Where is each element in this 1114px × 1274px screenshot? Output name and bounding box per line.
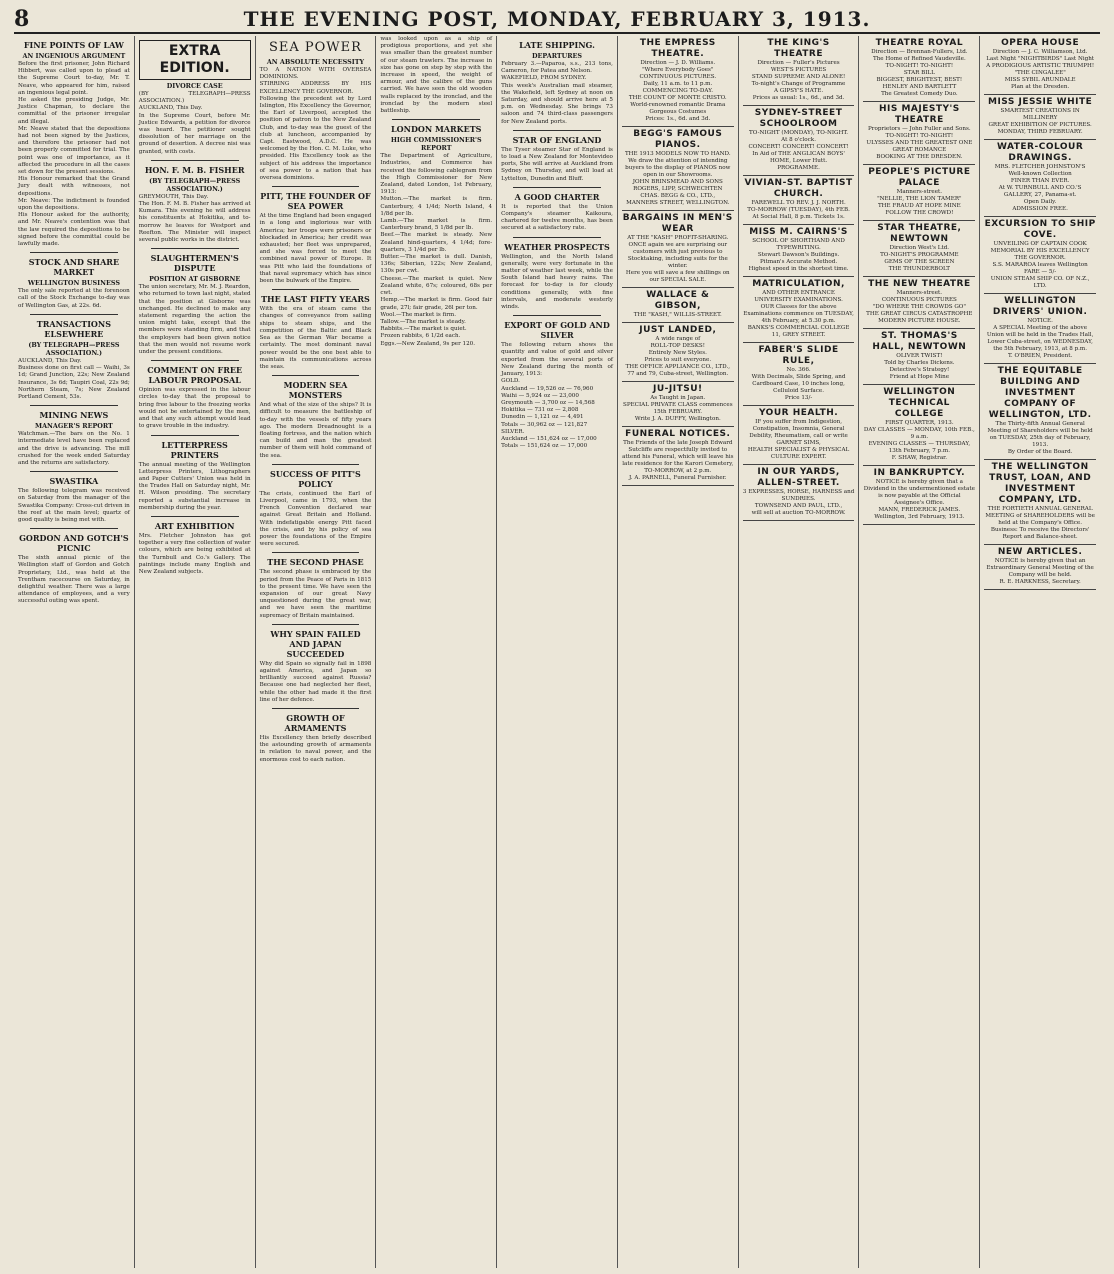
article-divider (272, 624, 360, 625)
article-divider (151, 360, 239, 361)
article-body: was looked upon as a ship of prodigious proportions, and yet she was smaller than the greatest number of our steam trawlers. The increase in size has gone on step by step with the increase in speed, the weight of armour, and the calibre of the guns carried. We have seen the old wooden walls replaced by the ironclad, and the ironclad by the modern steel battleship. (380, 36, 494, 115)
advertisement-body: NOTICE. A SPECIAL Meeting of the above Union will be held in the Trades Hall, Lower Cuba-street, on WEDNESDAY, the 5th February, 1913, at 8 p.m. T. O'BRIEN, President. (986, 318, 1094, 359)
advertisement-body: TO-NIGHT (MONDAY), TO-NIGHT. At 8 o'clock. CONCERT! CONCERT! CONCERT! In Aid of THE ANGLICAN BOYS' HOME, Lower Hutt. PROGRAMME. (748, 130, 849, 171)
article-divider (151, 435, 239, 436)
advertisement-title: WELLINGTON DRIVERS' UNION. (992, 296, 1088, 317)
advertisement-title: THEATRE ROYAL (875, 38, 964, 48)
advertisement (622, 211, 734, 288)
article-heading: PITT, THE FOUNDER OF SEA POWER (260, 191, 371, 212)
article-heading: LATE SHIPPING. (519, 40, 595, 50)
advertisement-body: A wide range of ROLL-TOP DESKS! Entirely New Styles. Prices to suit everyone. THE OFFICE APPLIANCE CO., LTD., 77 and 79, Cuba-street, Wellington. (625, 336, 731, 377)
article (260, 629, 372, 709)
advertisement-title: NEW ARTICLES. (997, 547, 1083, 557)
article (18, 319, 130, 406)
advertisement-body: NOTICE is hereby given that an Extraordinary General Meeting of the Company will be held. R. E. HARKNESS, Secretary. (986, 558, 1094, 585)
article-body: The crisis, continued the Earl of Liverpool, came in 1793, when the French Convention declared war against Great Britain and Holland. With indefatigable energy Pitt faced the crisis, and by his policy of sea power the foundations of the Empire were secured. (259, 490, 374, 548)
article-subheading: MANAGER'S REPORT (35, 422, 113, 431)
article-divider (272, 289, 360, 290)
article-body: Opinion was expressed in the labour circles to-day that the proposal to bring free labour to the freezing works would not be entertained by the men, and that any such attempt would lead to grave trouble in the industry. (138, 387, 253, 430)
advertisement-body: No. 366. With Decimals, Slide Spring, and Cardboard Case, 10 inches long, Celluloid Surface. Price 13/- (751, 367, 846, 401)
advertisement-title: IN OUR YARDS, ALLEN-STREET. (757, 467, 840, 488)
advertisement (743, 465, 855, 521)
advertisement-title: STAR THEATRE, NEWTOWN (877, 223, 962, 244)
article (18, 476, 130, 529)
article-heading: STOCK AND SHARE MARKET (28, 257, 120, 278)
article (260, 380, 372, 465)
advertisement-body: SMARTEST CREATIONS IN MILLINERY GREAT EXHIBITION OF PICTURES. MONDAY, THIRD FEBRUARY. (988, 108, 1092, 135)
advertisement-body: OLIVER TWIST! Told by Charles Dickens. Detective's Strategy! Friend at Hope Mine (884, 353, 955, 380)
advertisement-title: MISS JESSIE WHITE (988, 97, 1093, 107)
advertisement-title: HIS MAJESTY'S THEATRE (878, 104, 960, 125)
article-body: And what of the size of the ships? It is difficult to measure the battleship of to-day with the vessels of fifty years ago. The modern Dreadnought is a floating fortress, and the nation which can build and man the greatest number of them will hold command of the sea. (259, 402, 374, 459)
article-heading: SEA POWER (268, 40, 362, 55)
article-body: AUCKLAND, This Day. Business done on first call — Waihi, 3s 1d; Grand Junction, 22s; New Zealand Insurance, 3s 6d; Taupiri Coal, 22s 9d; Northern Steam, 7s; New Zealand Portland Cement, 53s. (18, 357, 130, 400)
advertisement-body: Direction — Fuller's Pictures WEST'S PICTURES STAND SUPREME AND ALONE! To-night's Change of Programme A GIPSY'S HATE. Prices as usual: 1s., 6d., and 3d. (751, 60, 846, 101)
article-divider (30, 405, 118, 406)
article (260, 40, 372, 187)
advertisement-title: FUNERAL NOTICES. (625, 429, 731, 439)
article-divider (272, 375, 360, 376)
advertisement-title: OPERA HOUSE (1001, 38, 1080, 48)
advertisement-body: The Thirty-fifth Annual General Meeting of Shareholders will be held on TUESDAY, 25th day of February, 1913. By Order of the Board. (987, 421, 1093, 455)
article (139, 365, 251, 435)
article-heading: FINE POINTS OF LAW (23, 40, 124, 50)
advertisement-body: MRS. FLETCHER JOHNSTON'S Well-known Collection FINER THAN EVER. At W. TURNBULL AND CO.'S GALLERY, 27, Panama-st. Open Daily. ADMISSION FREE. (994, 164, 1086, 212)
article-divider (272, 186, 360, 187)
article-body: The following return shows the quantity and value of gold and silver exported from the several ports of New Zealand during the month of January, 1913: GOLD. Auckland — 19,526 oz — 76,960 Waihi — 5,924 oz — 23,000 Greymouth — 3,700 oz — 14,568 Hokitika — 731 oz — 2,808 Dunedin — 1,121 oz — 4,491 Totals — 30,962 oz — 121,827 SILVER. Auckland — 151,624 oz — 17,000 Totals — 151,624 oz — 17,000 (501, 342, 613, 450)
article (501, 192, 613, 238)
advertisement-body: 3 EXPRESSES, HORSE, HARNESS and SUNDRIES. TOWNSEND AND PAUL, LTD., will sell at auction TO-MORROW. (742, 489, 855, 516)
article (139, 440, 251, 517)
article-body: With the era of steam came the changes of conveyance from sailing ships to steam ships, and the competition of the Baltic and Black Sea as the German War became a certainty. The most dominant naval power would be the one best able to maintain its communications across the seas. (259, 306, 374, 370)
advertisement (863, 329, 975, 385)
advertisement (863, 165, 975, 221)
advertisement-body: THE 1913 MODELS NOW TO HAND. We draw the attention of intending buyers to the display of PIANOS now open in our Showrooms. JOHN BRINSMEAD AND SONS ROGERS, LIPP, SCHWECHTEN CHAS. BEGG & CO., LTD., MANNERS STREET, WELLINGTON. (624, 151, 731, 206)
advertisement-body: Direction — J. D. Williams. "Where Everybody Goes" CONTINUOUS PICTURES. Daily, 11 a.m. to 11 p.m. COMMENCING TO-DAY. THE COUNT OF MONTE CRISTO. World-renowned romantic Drama Gorgeous Costumes Prices: 1s., 6d. and 3d. (628, 60, 727, 122)
column-7 (739, 36, 860, 1268)
advertisement-body: Manners-street. "NELLIE, THE LION TAMER" THE FRAUD AT HOPE MINE FOLLOW THE CROWD! (877, 189, 962, 216)
advertisement (743, 277, 855, 343)
article (139, 165, 251, 249)
article-heading: MINING NEWS (39, 410, 109, 421)
article-heading: STAR OF ENGLAND (512, 134, 602, 145)
advertisement-title: ST. THOMAS'S HALL, NEWTOWN (872, 331, 967, 352)
advertisement-title: JU-JITSU! (652, 384, 703, 394)
article (139, 521, 251, 576)
article-body: The Department of Agriculture, Industries, and Commerce has received the following cablegram from the High Commissioner for New Zealand, dated London, 1st February, 1913: Mutton.—The market is firm. Canterbury, 4 1/4d; North Island, 4 1/8d per lb. Lamb.—The market is firm. Canterbury brand, 5 1/8d per lb. Beef.—The market is steady. New Zealand hind-quarters, 4 1/4d; fore-quarters, 3 1/4d per lb. Butter.—The market is dull. Danish, 136s; Siberian, 122s; New Zealand, 130s per cwt. Cheese.—The market is quiet. New Zealand white, 67s; coloured, 68s per cwt. Hemp.—The market is firm. Good fair grade, 27l; fair grade, 26l per ton. Wool.—The market is firm. Tallow.—The market is steady. Rabbits.—The market is quiet. Frozen rabbits, 6 1/2d each. Eggs.—New Zealand, 9s per 120. (380, 153, 493, 347)
article-body: At the time England had been engaged in a long and inglorious war with America; her troops were prisoners or blockaded in America; her credit was exhausted; her fleet was unprepared, and she was forced to meet the combined naval power of Europe. It was Pitt who laid the foundations of that naval supremacy which has since been the bulwark of the Empire. (259, 213, 374, 285)
article (380, 36, 492, 120)
advertisement (743, 36, 855, 106)
article (501, 320, 613, 450)
article-divider (513, 187, 601, 188)
article (501, 40, 613, 131)
article-divider (392, 119, 480, 120)
article-divider (30, 528, 118, 529)
article (18, 40, 130, 253)
article-heading: ART EXHIBITION (154, 520, 235, 531)
advertisement (984, 364, 1096, 460)
article-heading: HON. F. M. B. FISHER (144, 164, 245, 175)
advertisement-body: Direction — J. C. Williamson, Ltd. Last Night "NIGHTBIRDS" Last Night A PRODIGIOUS ARTISTIC TRIUMPH! "THE CINGALEE" MISS SYBIL ARUNDALE Plan at the Dresden. (986, 49, 1095, 90)
page-number: 8 (14, 6, 30, 32)
advertisement-title: YOUR HEALTH. (758, 408, 839, 418)
article-heading: WHY SPAIN FAILED AND JAPAN SUCCEEDED (270, 628, 361, 659)
article-body: Wellington, and the North Island generally, were very fortunate in the matter of weather last week, while the South Island had heavy rains. The forecast for to-day is for cloudy conditions generally, with fine intervals, and moderate westerly winds. (501, 253, 615, 311)
advertisement-body: FIRST QUARTER, 1913. DAY CLASSES — MONDAY, 10th FEB., 9 a.m. EVENING CLASSES — THURSDAY, 13th February, 7 p.m. F. SHAW, Registrar. (863, 420, 975, 461)
advertisement-title: THE NEW THEATRE (868, 279, 971, 289)
advertisement-body: Proprietors — John Fuller and Sons. TO-NIGHT! TO-NIGHT! ULYSSES AND THE GREATEST ONE GREAT ROMANCE BOOKING AT THE DRESDEN. (866, 126, 973, 160)
article-divider (30, 314, 118, 315)
article-body: TO A NATION WITH OVERSEA DOMINIONS. STIRRING ADDRESS BY HIS EXCELLENCY THE GOVERNOR. Following the precedent set by Lord Islington, His Excellency the Governor, the Earl of Liverpool, accepted the position of patron to the New Zealand Club, and to-day was the guest of the club at luncheon, accompanied by Capt. Eastwood, A.D.C. He was welcomed by the Hon. C. M. Luke, who presided. His Excellency took as the subject of his address the importance of sea power to a nation that has oversea dominions. (259, 67, 372, 182)
column-3 (256, 36, 377, 1268)
article-divider (513, 237, 601, 238)
article (260, 469, 372, 554)
article-subheading: WELLINGTON BUSINESS (27, 279, 120, 288)
advertisement-title: THE KING'S THEATRE (767, 38, 830, 59)
article (260, 191, 372, 290)
advertisement-body: FAREWELL TO REV. J. J. NORTH. TO-MORROW (TUESDAY), 4th FEB. At Social Hall, 8 p.m. Tickets 1s. (747, 200, 850, 220)
advertisement-body: UNVEILING OF CAPTAIN COOK MEMORIAL BY HIS EXCELLENCY THE GOVERNOR. S.S. MARAROA leaves Wellington FARE — 5/- UNION STEAM SHIP CO. OF N.Z., LTD. (990, 241, 1090, 289)
advertisement (622, 36, 734, 127)
article-heading: GORDON AND GOTCH'S PICNIC (19, 533, 129, 554)
article-body: It is reported that the Union Company's steamer Kaikoura, chartered for twelve months, has been secured at a satisfactory rate. (501, 203, 615, 232)
article-heading: THE SECOND PHASE (267, 557, 364, 568)
article-heading: SWASTIKA (49, 476, 99, 487)
advertisement-title: MISS M. CAIRNS'S (749, 227, 848, 237)
advertisement (863, 277, 975, 329)
article-body: Mrs. Fletcher Johnston has got together a very fine collection of water colours, which are being exhibited at the Turnbull and Co.'s Gallery. The paintings include many English and New Zealand subjects. (138, 532, 253, 575)
advertisement-title: EXCURSION TO SHIP COVE. (984, 219, 1096, 240)
advertisement-body: NOTICE is hereby given that a Dividend in the undermentioned estate is now payable at the Official Assignee's Office. MANN, FREDERICK JAMES. Wellington, 3rd February, 1913. (863, 479, 975, 520)
article-body: The annual meeting of the Wellington Letterpress Printers, Lithographers and Paper Cutters' Union was held in the Trades Hall on Saturday night, Mr. H. Wilson presiding. The secretary reported a substantial increase in membership during the year. (138, 461, 253, 511)
column-8 (859, 36, 980, 1268)
column-2 (135, 36, 256, 1268)
advertisement-title: BEGG'S FAMOUS PIANOS. (633, 129, 723, 150)
advertisement (984, 217, 1096, 294)
article-subheading: DEPARTURES (531, 52, 583, 60)
article (18, 533, 130, 605)
column-6 (618, 36, 739, 1268)
advertisement (622, 323, 734, 382)
article (501, 242, 613, 317)
column-9 (980, 36, 1100, 1268)
article (18, 410, 130, 472)
article-heading: THE LAST FIFTY YEARS (261, 294, 370, 305)
article-divider (272, 708, 360, 709)
article-body: The Tyser steamer Star of England is to load a New Zealand for Montevideo ports, She will arrive at Auckland from Sydney on Thursday, and will load at Lyttelton, Dunedin and Bluff. (501, 146, 615, 182)
advertisement-title: WATER-COLOUR DRAWINGS. (996, 142, 1084, 163)
advertisement (863, 36, 975, 102)
newspaper-title: THE EVENING POST, MONDAY, FEBRUARY 3, 1913. (243, 7, 871, 31)
advertisement (863, 221, 975, 277)
advertisement (984, 294, 1096, 364)
advertisement-body: Manners-street. CONTINUOUS PICTURES "DO WHERE THE CROWDS GO" THE GREAT CIRCUS CATASTROPHE MODERN PICTURE HOUSE. (866, 290, 973, 324)
article-heading: A GOOD CHARTER (514, 191, 600, 202)
advertisement (743, 406, 855, 465)
article-heading: GROWTH OF ARMAMENTS (284, 713, 347, 733)
advertisement (622, 127, 734, 211)
article-body: The second phase is embraced by the period from the Peace of Paris in 1815 to the present time. We have seen the expansion of our great Navy unquestioned during the great war, and we have seen the maritime supremacy of Britain maintained. (259, 569, 374, 619)
advertisement-body: The Friends of the late Joseph Edward Sutcliffe are respectfully invited to attend his Funeral, which will leave his late residence for the Karori Cemetery, TO-MORROW, at 2 p.m. J. A. PARNELL, Funeral Furnisher. (622, 440, 734, 481)
article-body: Why did Spain so signally fail in 1898 against America, and Japan so brilliantly succeed against Russia? Because one had neglected her fleet, while the other had made it the first line of her defence. (259, 660, 374, 703)
advertisement-title: SYDNEY-STREET SCHOOLROOM (754, 108, 843, 129)
article-subheading: (BY TELEGRAPH—PRESS ASSOCIATION.) (149, 176, 241, 193)
article-body: The following telegram was received on Saturday from the manager of the Swastika Company: Cross-cut driven in the reef at the main level; quartz of good quality is being met with. (18, 488, 132, 523)
masthead (14, 6, 1100, 34)
article-body: Before the first prisoner, John Richard Hibbert, was called upon to plead at the Supreme Court to-day, Mr. T. Neave, who appeared for him, raised an ingenious legal point. He asked the presiding Judge, Mr. Justice Chapman, to declare the committal of the prisoner irregular and illegal. Mr. Neave stated that the depositions had not been signed by the Justices, and therefore the prisoner had not been properly committed for trial. The point was one of importance, as it affected the procedure in all the cases set down for the present sessions. His Honour remarked that the Grand Jury dealt with witnesses, not depositions. Mr. Neave: The indictment is founded upon the depositions. His Honour asked for the authority, and Mr. Neave's contention was that the law required the depositions to be signed before the committal could be lawfully made. (18, 61, 130, 248)
article-body: The sixth annual picnic of the Wellington staff of Gordon and Gotch Proprietary, Ltd., was held at the Trentham racecourse on Saturday, in delightful weather. There was a large attendance of employees, and a very successful outing was spent. (18, 555, 132, 605)
article-subheading: POSITION AT GISBORNE (149, 275, 241, 284)
advertisement-title: WALLACE & GIBSON, (646, 290, 710, 311)
advertisement-body: SCHOOL OF SHORTHAND AND TYPEWRITING. Stewart Dawson's Buildings. Pitman's Accurate Method. Highest speed in the shortest time. (748, 238, 849, 272)
advertisement (863, 466, 975, 525)
article-body: Watchman.—The bars on the No. 1 intermediate level have been replaced and the drive is advancing. The mill crushed for the week ended Saturday and the returns are satisfactory. (18, 431, 132, 466)
article-heading: LETTERPRESS PRINTERS (161, 439, 228, 460)
advertisement (984, 460, 1096, 545)
article-subheading: AN ABSOLUTE NECESSITY (266, 58, 365, 66)
advertisement (984, 95, 1096, 140)
article (18, 257, 130, 315)
article-heading: TRANSACTIONS ELSEWHERE (36, 318, 111, 339)
article-body: GREYMOUTH, This Day. The Hon. F. M. B. Fisher has arrived at Kumara. This evening he will address his constituents at Hokitika, and to-morrow he leaves for Westport and Reefton. The Minister will inspect several public works in the district. (138, 193, 251, 244)
advertisement (984, 36, 1096, 95)
article-heading: MODERN SEA MONSTERS (283, 380, 348, 401)
advertisement (743, 176, 855, 225)
column-1 (14, 36, 135, 1268)
article-divider (151, 248, 239, 249)
article (139, 40, 251, 161)
advertisement (984, 545, 1096, 590)
advertisement-body: THE FORTIETH ANNUAL GENERAL MEETING of SHAREHOLDERS will be held at the Company's Office. Business: To receive the Directors' Report and Balance-sheet. (985, 506, 1095, 540)
advertisement (863, 102, 975, 165)
column-5 (497, 36, 618, 1268)
advertisement-body: As Taught in Japan. SPECIAL PRIVATE CLASS commences 15th FEBRUARY. Write J. A. DUFFY, Wellington. (623, 395, 733, 422)
advertisement-title: PEOPLE'S PICTURE PALACE (868, 167, 971, 188)
article-subheading: AN INGENIOUS ARGUMENT (22, 52, 126, 60)
advertisement-body: AT THE "KASH" PROFIT-SHARING. ONCE again we are surprising our customers with just previous to Stocktaking, including suits for the winter. Here you will save a few shillings on our SPECIAL SALE. (625, 235, 730, 283)
article-divider (513, 315, 601, 316)
article-heading: LONDON MARKETS (391, 124, 482, 135)
article (260, 713, 372, 764)
advertisement-title: THE WELLINGTON TRUST, LOAN, AND INVESTMENT COMPANY, LTD. (989, 462, 1092, 505)
advertisement-body: IF you suffer from Indigestion, Constipation, Insomnia, General Debility, Rheumatism, call or write GARNET SIMS, HEALTH SPECIALIST & PHYSICAL CULTURE EXPERT. (747, 419, 850, 460)
advertisement-title: FABER'S SLIDE RULE, (758, 345, 839, 366)
advertisement-title: THE EQUITABLE BUILDING AND INVESTMENT COMPANY OF WELLINGTON, LTD. (988, 366, 1092, 420)
advertisement (622, 288, 734, 323)
advertisement-body: AND OTHER ENTRANCE UNIVERSITY EXAMINATIONS. OUR Classes for the above Examinations commence on TUESDAY, 4th February, at 5.30 p.m. BANKS'S COMMERCIAL COLLEGE 11, GREY STREET. (743, 290, 854, 338)
advertisement-title: VIVIAN-ST. BAPTIST CHURCH. (744, 178, 853, 199)
article (260, 294, 372, 376)
column-4 (376, 36, 497, 1268)
advertisement-body: Direction — Brennan-Fullers, Ltd. The Home of Refined Vaudeville. TO-NIGHT! TO-NIGHT! STAR BILL BIGGEST, BRIGHTEST, BEST! HENLEY AND BARTLETT The Greatest Comedy Duo. (871, 49, 968, 97)
article-heading: COMMENT ON FREE LABOUR PROPOSAL (147, 365, 243, 386)
advertisement-title: THE EMPRESS THEATRE. (639, 38, 716, 59)
article-body: The only sale reported at the forenoon call of the Stock Exchange to-day was of Wellington Gas, at 22s. 6d. (18, 288, 132, 309)
article-heading: SUCCESS OF PITT'S POLICY (270, 468, 361, 489)
advertisement-title: JUST LANDED, (639, 325, 717, 335)
advertisement (863, 385, 975, 466)
article (501, 135, 613, 188)
article-body: His Excellency then briefly described the astounding growth of armaments in relation to naval power, and the enormous cost to each nation. (259, 735, 374, 763)
columns-container (14, 36, 1100, 1268)
advertisement (622, 427, 734, 486)
advertisement-title: MATRICULATION, (752, 279, 845, 289)
advertisement-body: Direction West's Ltd. TO-NIGHT'S PROGRAMME GEMS OF THE SCREEN THE THUNDERBOLT (880, 245, 959, 272)
article-subheading: HIGH COMMISSIONER'S REPORT (390, 136, 482, 153)
article-body: February 3.—Paparoa, s.s., 213 tons, Cameron, for Patea and Nelson. WAKEFIELD, FROM SYDNEY. This week's Australian mail steamer, the Wakefield, left Sydney at noon on Saturday, and should arrive here at 5 p.m. on Wednesday. She brings 73 saloon and 74 third-class passengers for New Zealand ports. (501, 61, 613, 125)
advertisement (984, 140, 1096, 217)
article-body: The union secretary, Mr. M. J. Reardon, who returned to town last night, stated that the position at Gisborne was unchanged. He declined to make any statement regarding the action the union might take, except that the members were standing firm, and that the employers had been given notice that the men would not resume work under the present conditions. (138, 284, 253, 356)
article-heading: WEATHER PROSPECTS (504, 241, 610, 252)
article-divider (151, 516, 239, 517)
advertisement-title: IN BANKRUPTCY. (873, 468, 966, 478)
advertisement-body: THE "KASH," WILLIS-STREET. (633, 312, 722, 318)
article-divider (513, 130, 601, 131)
article-divider (272, 552, 360, 553)
article-subheading: DIVORCE CASE (166, 82, 223, 90)
article-body: (BY TELEGRAPH—PRESS ASSOCIATION.) AUCKLAND, This Day. In the Supreme Court, before Mr. Justice Edwards, a petition for divorce was heard. The petitioner sought dissolution of her marriage on the ground of desertion. A decree nisi was granted, with costs. (138, 91, 251, 155)
article-heading: EXTRA EDITION. (139, 40, 251, 80)
advertisement (743, 106, 855, 176)
article-divider (30, 471, 118, 472)
advertisement (743, 225, 855, 277)
advertisement-title: BARGAINS IN MEN'S WEAR (622, 213, 733, 234)
article-heading: EXPORT OF GOLD AND SILVER (504, 320, 610, 341)
article-divider (30, 252, 118, 253)
article-heading: SLAUGHTERMEN'S DISPUTE (150, 253, 239, 274)
advertisement-title: WELLINGTON TECHNICAL COLLEGE (883, 387, 956, 419)
advertisement (743, 343, 855, 406)
advertisement (622, 382, 734, 427)
article (260, 557, 372, 624)
article (139, 253, 251, 361)
article-divider (151, 160, 239, 161)
article-divider (272, 464, 360, 465)
article (380, 124, 492, 347)
article-subheading: (BY TELEGRAPH—PRESS ASSOCIATION.) (28, 340, 120, 357)
